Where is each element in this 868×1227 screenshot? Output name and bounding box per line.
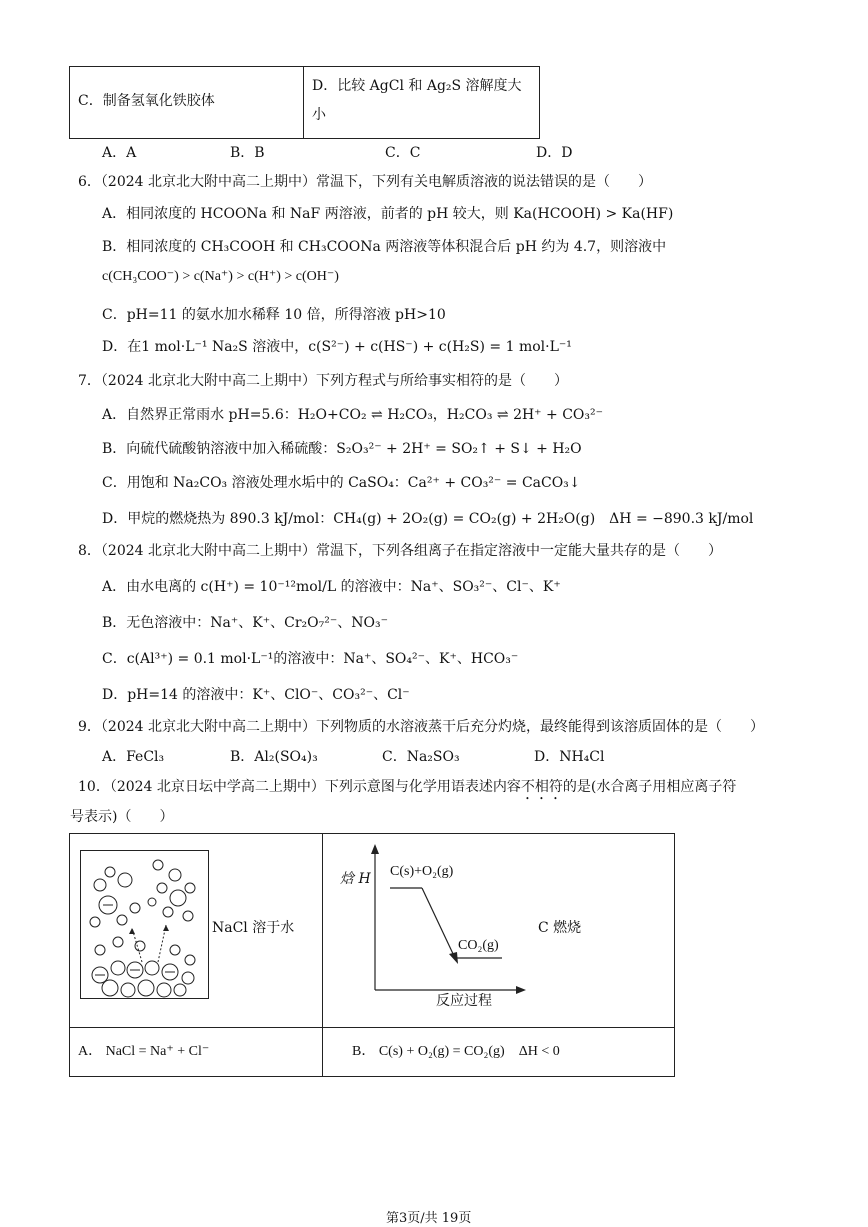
q6-option-a: A．相同浓度的 HCOONa 和 NaF 两溶液，前者的 pH 较大，则 Ka(HCOOH) > Ka(HF) <box>102 206 674 222</box>
q5-option-b: B．B <box>230 145 265 161</box>
y-axis-label: 焓 H <box>340 871 371 887</box>
q5-option-a: A．A <box>102 145 137 161</box>
x-axis-label: 反应过程 <box>436 993 492 1009</box>
q5-table-divider <box>303 66 304 138</box>
q7-option-d: D．甲烷的燃烧热为 890.3 kJ/mol：CH₄(g) + 2O₂(g) = CO₂(g) + 2H₂O(g) ΔH = −890.3 kJ/mol <box>102 511 754 527</box>
q9-option-c: C．Na₂SO₃ <box>382 749 460 765</box>
q8-option-d: D．pH=14 的溶液中：K⁺、ClO⁻、CO₃²⁻、Cl⁻ <box>102 687 410 703</box>
q5-cell-c: C．制备氢氧化铁胶体 <box>78 93 215 109</box>
nacl-dissolution-diagram <box>80 850 210 1000</box>
reactant-label: C(s)+O₂(g) <box>390 864 454 879</box>
q10-stem-emphasis: 不相符 <box>520 779 563 795</box>
q10-option-a: A． NaCl = Na⁺ + Cl⁻ <box>78 1044 210 1059</box>
product-label: CO₂(g) <box>458 938 499 953</box>
q9-stem: 9．（2024 北京北大附中高二上期中）下列物质的水溶液蒸干后充分灼烧，最终能得到该溶质固体的是（ ） <box>78 719 764 735</box>
page-footer: 第3页/共 19页 <box>386 1211 472 1226</box>
q10-stem-line1 <box>78 776 736 803</box>
c-burn-label: C 燃烧 <box>538 920 582 936</box>
q7-option-c: C．用饱和 Na₂CO₃ 溶液处理水垢中的 CaSO₄：Ca²⁺ + CO₃²⁻ = CaCO₃↓ <box>102 475 581 491</box>
q5-option-d: D．D <box>536 145 573 161</box>
q6-option-b-line2: c(CH₃COO⁻) > c(Na⁺) > c(H⁺) > c(OH⁻) <box>102 269 339 284</box>
q10-stem-pre: 10．（2024 北京日坛中学高二上期中）下列示意图与化学用语表述内容 <box>78 779 521 795</box>
q9-option-b: B．Al₂(SO₄)₃ <box>230 749 318 765</box>
q10-stem-post: 的是(水合离子用相应离子符 <box>562 779 737 795</box>
q7-stem: 7．（2024 北京北大附中高二上期中）下列方程式与所给事实相符的是（ ） <box>78 373 568 389</box>
q7-option-b: B．向硫代硫酸钠溶液中加入稀硫酸：S₂O₃²⁻ + 2H⁺ = SO₂↑ + S↓ + H₂O <box>102 441 582 457</box>
q8-stem: 8．（2024 北京北大附中高二上期中）常温下，下列各组离子在指定溶液中一定能大量共存的是（ ） <box>78 543 722 559</box>
q10-table-row-divider <box>69 1027 674 1028</box>
q10-table-divider <box>322 833 323 1076</box>
q10-option-b: B． C(s) + O₂(g) = CO₂(g) ΔH < 0 <box>352 1044 560 1059</box>
q7-option-a: A．自然界正常雨水 pH=5.6：H₂O+CO₂ ⇌ H₂CO₃，H₂CO₃ ⇌ 2H⁺ + CO₃²⁻ <box>102 407 604 423</box>
q8-option-a: A．由水电离的 c(H⁺) = 10⁻¹²mol/L 的溶液中：Na⁺、SO₃²⁻、Cl⁻、K⁺ <box>102 579 561 595</box>
q5-cell-d-line2: 小 <box>312 107 326 123</box>
q10-stem-line2: 号表示)（ ） <box>70 809 174 825</box>
q5-option-c: C．C <box>385 145 421 161</box>
q6-option-d: D．在1 mol·L⁻¹ Na₂S 溶液中，c(S²⁻) + c(HS⁻) + c(H₂S) = 1 mol·L⁻¹ <box>102 339 572 355</box>
nacl-label: NaCl 溶于水 <box>212 920 295 936</box>
q8-option-b: B．无色溶液中：Na⁺、K⁺、Cr₂O₇²⁻、NO₃⁻ <box>102 615 388 631</box>
q6-option-c: C．pH=11 的氨水加水稀释 10 倍，所得溶液 pH>10 <box>102 307 446 323</box>
q6-option-b-line1: B．相同浓度的 CH₃COOH 和 CH₃COONa 两溶液等体积混合后 pH 约为 4.7，则溶液中 <box>102 239 667 255</box>
q8-option-c: C．c(Al³⁺) = 0.1 mol·L⁻¹的溶液中：Na⁺、SO₄²⁻、K⁺、HCO₃⁻ <box>102 651 519 667</box>
q9-option-d: D．NH₄Cl <box>534 749 605 765</box>
q9-option-a: A．FeCl₃ <box>102 749 165 765</box>
q6-stem: 6．（2024 北京北大附中高二上期中）常温下，下列有关电解质溶液的说法错误的是（ ） <box>78 174 652 190</box>
q5-cell-d-line1: D．比较 AgCl 和 Ag₂S 溶解度大 <box>312 78 522 94</box>
